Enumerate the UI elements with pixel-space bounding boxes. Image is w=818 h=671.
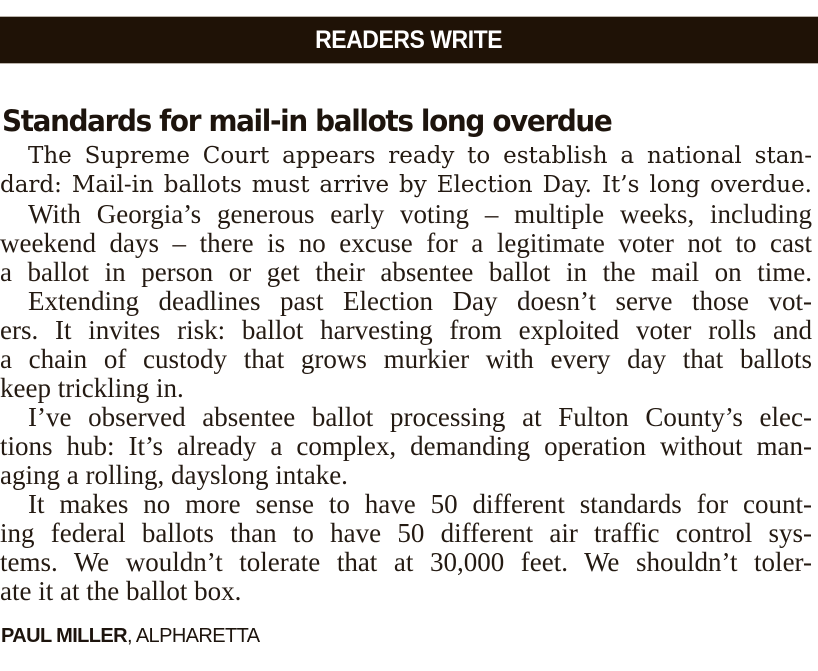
- text-line: It makes no more sense to have 50 different standards for count-: [28, 490, 812, 519]
- byline: [1, 625, 259, 648]
- paragraph: [0, 200, 812, 287]
- text-line: a ballot in person or get their absentee ballot in the mail on time.: [0, 258, 812, 287]
- letter-headline: Standards for mail-in ballots long overdue: [2, 104, 612, 138]
- text-line: a chain of custody that grows murkier with every day that ballots: [0, 345, 812, 374]
- author-name: PAUL MILLER: [1, 625, 127, 647]
- text-line: dard: Mail-in ballots must arrive by Election Day. It’s long overdue.: [0, 172, 812, 198]
- paragraph: [0, 287, 812, 403]
- text-line: ate it at the ballot box.: [0, 577, 242, 606]
- paragraph: [0, 142, 812, 200]
- text-line: ing federal ballots than to have 50 different air traffic control sys-: [0, 519, 812, 548]
- text-line: Extending deadlines past Election Day doesn’t serve those vot-: [28, 287, 812, 316]
- letter-body: [0, 142, 812, 606]
- text-line: keep trickling in.: [0, 374, 184, 403]
- text-line: weekend days – there is no excuse for a legitimate voter not to cast: [0, 229, 812, 258]
- section-banner: [0, 17, 818, 63]
- author-location: ALPHARETTA: [131, 625, 260, 647]
- text-line: tems. We wouldn’t tolerate that at 30,000 feet. We shouldn’t toler-: [0, 548, 812, 577]
- text-line: I’ve observed absentee ballot processing at Fulton County’s elec-: [28, 403, 812, 432]
- paragraph: [0, 403, 812, 490]
- text-line: tions hub: It’s already a complex, demanding operation without man-: [0, 432, 812, 461]
- text-line: aging a rolling, dayslong intake.: [0, 461, 348, 490]
- paragraph: [0, 490, 812, 606]
- text-line: With Georgia’s generous early voting – multiple weeks, including: [28, 200, 812, 229]
- text-line: The Supreme Court appears ready to establish a national stan-: [28, 143, 812, 169]
- text-line: ers. It invites risk: ballot harvesting from exploited voter rolls and: [0, 316, 812, 345]
- byline-separator: ,: [127, 625, 132, 647]
- section-title: READERS WRITE: [315, 25, 503, 54]
